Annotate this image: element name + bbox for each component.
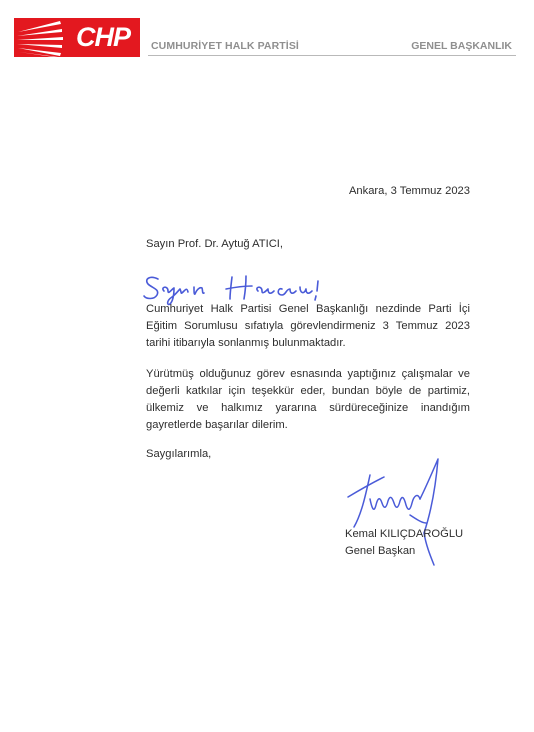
logo-text: CHP <box>75 22 130 52</box>
department-name: GENEL BAŞKANLIK <box>411 40 512 52</box>
letter-addressee: Sayın Prof. Dr. Aytuğ ATICI, <box>146 238 283 250</box>
letter-paragraph-2: Yürütmüş olduğunuz görev esnasında yaptığınız çalışmalar ve değerli katkılar için teşekkür eder, bundan böyle de partimiz, ülkemiz ve halkımız yararına sürdüreceğinize inandığım gayretlerde başarılar dilerim. <box>146 368 470 431</box>
chp-logo <box>14 18 140 57</box>
signer-title: Genel Başkan <box>345 545 416 557</box>
signer-name: Kemal KILIÇDAROĞLU <box>345 528 464 540</box>
letter-paragraph-1: Cumhuriyet Halk Partisi Genel Başkanlığı nezdinde Parti İçi Eğitim Sorumlusu sıfatıyla görevlendirmeniz 3 Temmuz 2023 tarihi itibarıyla sonlanmış bulunmaktadır. <box>146 303 470 349</box>
header-divider <box>148 55 516 56</box>
six-arrows-logo-icon <box>14 18 66 57</box>
letter-date: Ankara, 3 Temmuz 2023 <box>348 185 470 197</box>
letter-closing: Saygılarımla, <box>146 448 212 460</box>
party-name: CUMHURİYET HALK PARTİSİ <box>151 40 299 52</box>
